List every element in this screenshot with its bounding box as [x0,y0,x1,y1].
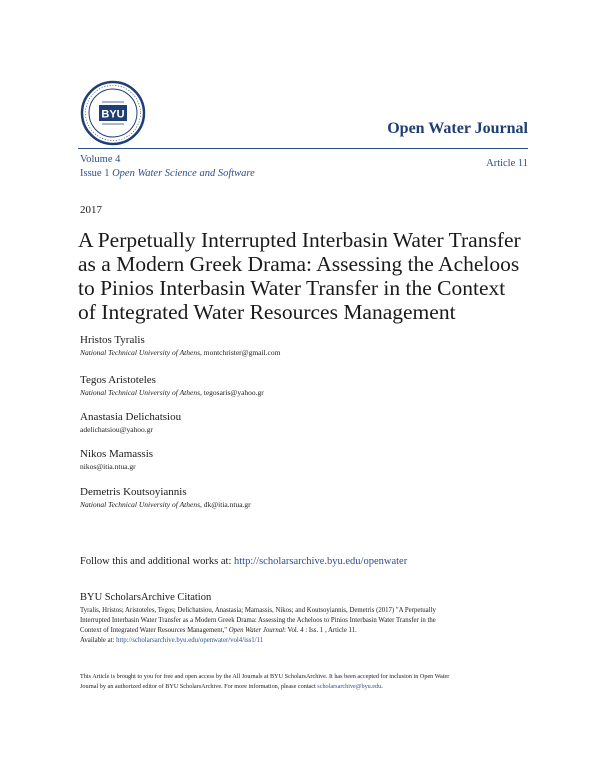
article-link[interactable]: Article 11 [486,158,528,169]
author-email: nikos@itia.ntua.gr [80,462,136,471]
article-title [78,228,538,324]
author-name: Demetris Koutsoyiannis [80,486,187,498]
author-entry [80,411,181,435]
citation-line [80,626,520,636]
footer-text: Journal by an authorized editor of BYU ScholarsArchive. For more information, please contact [80,682,318,690]
citation-text: : Vol. 4 : Iss. 1 , Article 11. [284,627,357,634]
footer-note [80,672,530,691]
author-entry [80,486,251,510]
author-entry [80,374,264,398]
footer-line [80,682,530,692]
author-name: Hristos Tyralis [80,334,145,346]
issue-section: Open Water Science and Software [112,168,255,179]
title-line: of Integrated Water Resources Management [78,300,456,324]
author-institution: National Technical University of Athens [80,500,200,509]
footer-line: This Article is brought to you for free and open access by the All Journals at BYU ScholarsArchive. It has been accepted for inclusion in Open Water [80,673,450,680]
author-name: Anastasia Delichatsiou [80,411,182,423]
follow-label: Follow this and additional works at: [80,556,234,567]
header-divider [78,148,528,149]
author-email: , montchrister@gmail.com [200,348,281,357]
available-link[interactable]: http://scholarsarchive.byu.edu/openwater/vol4/iss1/11 [116,637,264,644]
citation-heading: BYU ScholarsArchive Citation [80,592,212,603]
title-line: A Perpetually Interrupted Interbasin Water Transfer [78,228,521,252]
author-email: adelichatsiou@yahoo.gr [80,425,153,434]
citation-journal: Open Water Journal [228,627,285,634]
author-email: , dk@itia.ntua.gr [200,500,251,509]
citation-line [80,636,520,646]
title-line: to Pinios Interbasin Water Transfer in the Context [78,276,506,300]
university-seal [80,80,146,146]
citation-body [80,606,520,646]
seal-text: BYU [101,108,125,121]
contact-email-link[interactable]: scholarsarchive@byu.edu [317,682,382,690]
volume-link[interactable]: Volume 4 [80,154,121,165]
follow-link[interactable]: http://scholarsarchive.byu.edu/openwater [234,556,408,567]
author-entry [80,334,280,358]
title-line: as a Modern Greek Drama: Assessing the Acheloos [78,252,520,276]
issue-prefix: Issue 1 [80,168,110,179]
citation-line: Tyralis, Hristos; Aristoteles, Tegos; Delichatsiou, Anastasia; Mamassis, Nikos; and Koutsoyiannis, Demetris (2017) "A Perpetually [80,607,436,614]
footer-text: . [381,682,383,690]
citation-text: Context of Integrated Water Resources Management," [80,627,229,634]
citation-line: Interrupted Interbasin Water Transfer as a Modern Greek Drama: Assessing the Acheloos to Pinios Interbasin Water Transfer in the [80,617,436,624]
issue-link[interactable] [80,167,255,181]
author-entry [80,448,153,472]
publication-year: 2017 [80,204,102,216]
author-institution: National Technical University of Athens [80,388,200,397]
author-name: Tegos Aristoteles [80,374,156,386]
available-label: Available at: [80,637,117,644]
author-institution: National Technical University of Athens [80,348,200,357]
author-email: , tegosaris@yahoo.gr [200,388,264,397]
follow-line [80,556,407,567]
journal-title[interactable]: Open Water Journal [387,120,528,137]
byu-seal-icon [80,80,146,146]
author-name: Nikos Mamassis [80,448,154,460]
